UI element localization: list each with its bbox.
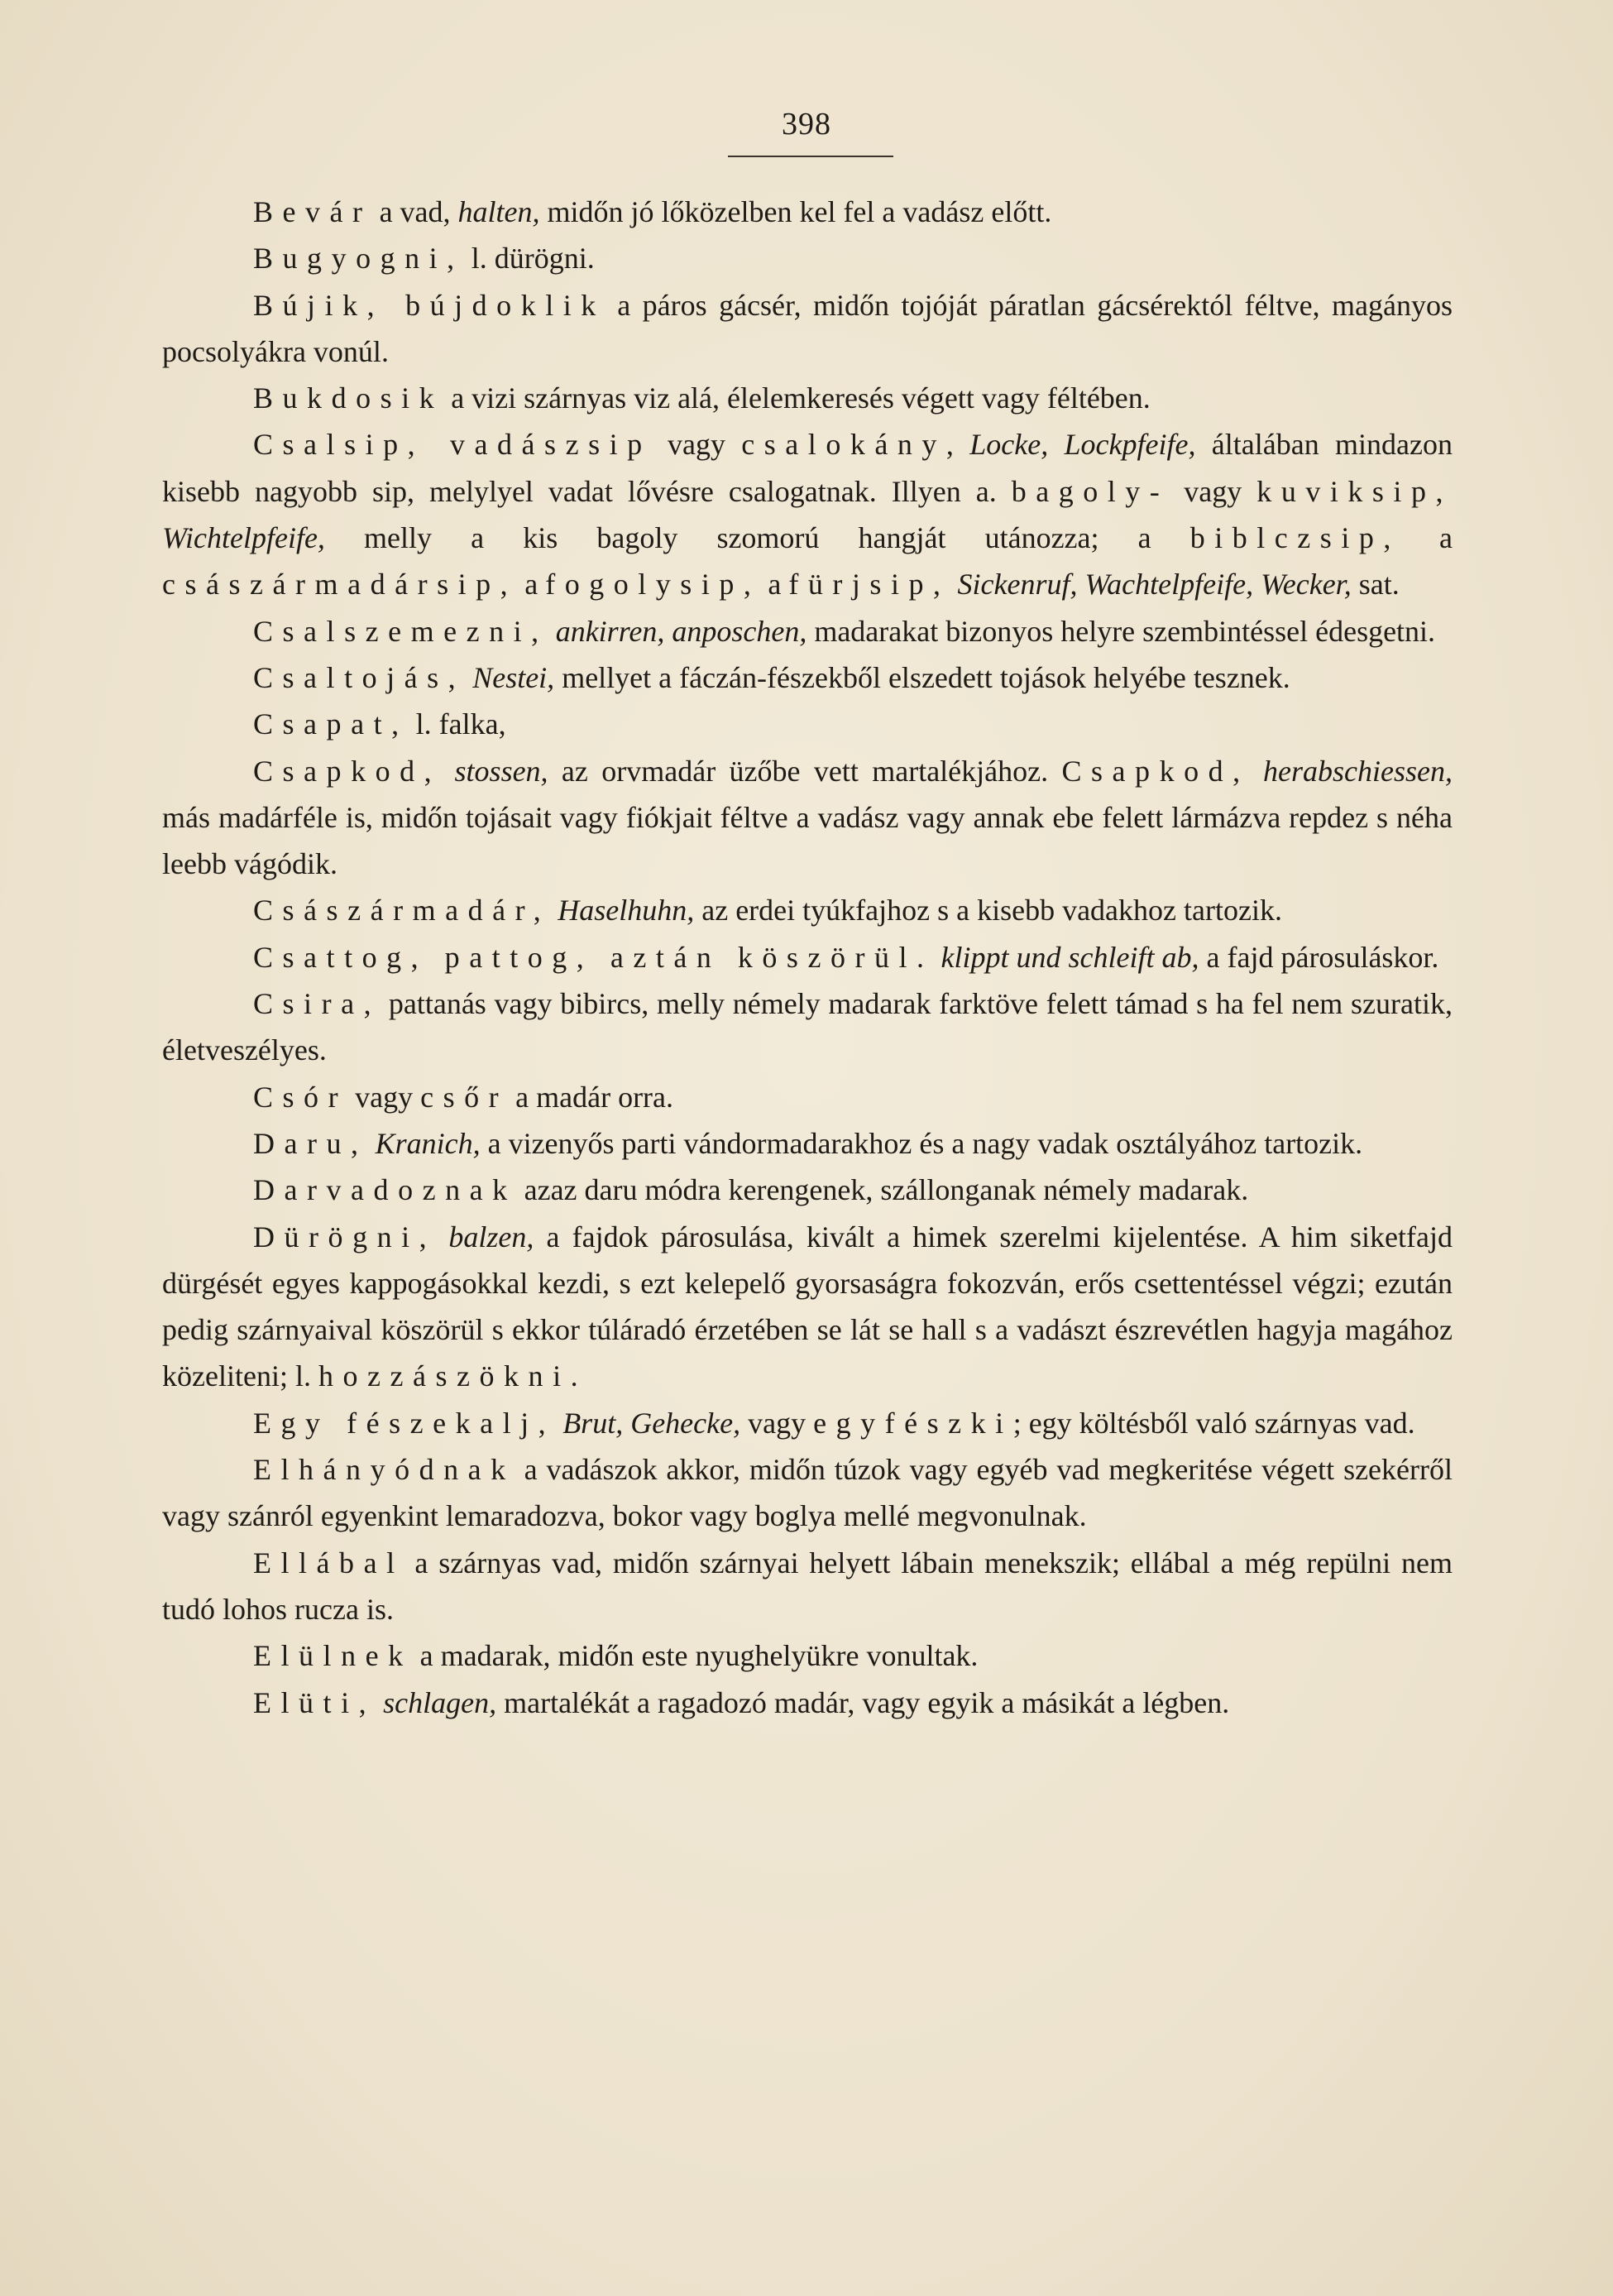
- entry-text: a vad,: [371, 195, 458, 228]
- glossary-text: [162, 189, 1453, 1726]
- glossary-entry: [162, 235, 1453, 281]
- entry-term: Csapkod,: [253, 754, 442, 788]
- entry-text: [376, 1686, 383, 1719]
- glossary-entry: [162, 934, 1453, 980]
- entry-text: [934, 941, 941, 974]
- entry-text: a: [760, 568, 789, 602]
- entry-term: Elhányódnak: [253, 1453, 515, 1487]
- entry-text: azaz daru módra kerengenek, szállonganak némely madarak.: [516, 1173, 1249, 1207]
- german-term: Sickenruf, Wachtelpfeife, Wecker,: [957, 568, 1352, 602]
- glossary-entry: [162, 748, 1453, 888]
- entry-term: Csapat,: [253, 707, 409, 741]
- entry-text: [548, 615, 556, 648]
- entry-text: általában mindazon kisebb nagyobb sip, melylyel vadat lővésre csalogatnak. Illyen a.: [162, 428, 1453, 508]
- glossary-entry: [162, 1540, 1453, 1633]
- glossary-entry: [162, 1167, 1453, 1213]
- entry-text: a fajd párosuláskor.: [1199, 940, 1439, 974]
- glossary-entry: [162, 701, 1453, 747]
- entry-text: melly a kis bagoly szomorú hangját utánozza; a: [324, 521, 1190, 555]
- entry-term: biblczsip,: [1189, 521, 1400, 555]
- entry-text: vagy: [740, 1406, 814, 1440]
- entry-term: Daru,: [253, 1126, 368, 1160]
- entry-text: [465, 661, 472, 694]
- german-term: Haselhuhn,: [558, 894, 695, 928]
- entry-term: Csapkod,: [1061, 754, 1250, 788]
- entry-text: a vizenyős parti vándormadarakhoz és a nagy vadak osztályához tartozik.: [480, 1126, 1363, 1160]
- page-number-rule: [728, 156, 893, 157]
- entry-text: sat.: [1351, 568, 1400, 602]
- glossary-entry: [162, 375, 1453, 421]
- entry-text: [1250, 755, 1263, 788]
- entry-text: ,: [945, 428, 970, 462]
- entry-text: vagy: [347, 1080, 421, 1114]
- entry-term: Dürögni,: [253, 1220, 437, 1253]
- glossary-entry: [162, 654, 1453, 701]
- glossary-entry: [162, 189, 1453, 235]
- entry-text: a vizi szárnyas viz alá, élelemkeresés végett vagy féltében.: [443, 381, 1151, 415]
- entry-text: midőn jó lőközelben kel fel a vadász előtt.: [539, 195, 1052, 228]
- german-term: Kranich,: [375, 1126, 481, 1160]
- entry-text: [550, 894, 558, 927]
- entry-term: Csaltojás,: [253, 660, 466, 694]
- entry-term: kuviksip,: [1256, 474, 1453, 508]
- glossary-entry: [162, 1632, 1453, 1679]
- entry-term: Csalszemezni,: [253, 614, 548, 648]
- glossary-entry: [162, 1680, 1453, 1726]
- entry-term: bagoly-: [1011, 474, 1170, 508]
- entry-text: a szárnyas vad, midőn szárnyai helyett lábain menekszik; ellábal a még repülni nem tudó lohos rucza is.: [162, 1546, 1453, 1626]
- glossary-entry: [162, 1446, 1453, 1540]
- glossary-entry: [162, 1400, 1453, 1446]
- entry-text: [555, 1407, 562, 1440]
- german-term: stossen,: [454, 754, 548, 788]
- entry-term: Császármadár,: [253, 894, 551, 928]
- entry-text: vagy: [651, 428, 742, 462]
- german-term: Nestei,: [472, 660, 555, 694]
- entry-term: Bevár: [253, 195, 372, 228]
- entry-term: fogolysip,: [545, 568, 761, 602]
- glossary-entry: [162, 1120, 1453, 1167]
- entry-text: pattanás vagy bibircs, melly némely madarak farktöve felett támad s ha fel nem szuratik, életveszélyes.: [162, 987, 1453, 1067]
- german-term: halten,: [457, 195, 540, 228]
- entry-text: a vadászok akkor, midőn túzok vagy egyéb vad megkeritése végett szekérről vagy szánról egyenkint lemaradozva, bokor vagy boglya mellé megvonulnak.: [162, 1453, 1453, 1533]
- entry-text: madarakat bizonyos helyre szembintéssel édesgetni.: [806, 614, 1436, 648]
- glossary-entry: [162, 1214, 1453, 1400]
- entry-text: vagy: [1169, 474, 1257, 508]
- entry-term: Bugyogni,: [253, 242, 464, 276]
- entry-text: a: [1400, 521, 1453, 555]
- entry-text: [368, 1127, 376, 1160]
- german-term: herabschiessen,: [1263, 754, 1453, 788]
- entry-term: Csira,: [253, 987, 381, 1021]
- entry-text: ; egy költésből való szárnyas vad.: [1012, 1406, 1415, 1440]
- entry-term: fürjsip,: [788, 568, 950, 602]
- german-term: ankirren, anposchen,: [555, 614, 807, 648]
- entry-text: l. falka,: [408, 707, 506, 741]
- entry-term: csalokány: [741, 428, 946, 462]
- glossary-entry: [162, 421, 1453, 607]
- entry-term: Elülnek: [253, 1639, 413, 1673]
- entry-term: Bukdosik: [253, 381, 444, 415]
- entry-term: Egy fészekalj,: [253, 1406, 556, 1440]
- german-term: schlagen,: [383, 1685, 497, 1719]
- page-number: 398: [782, 107, 831, 141]
- glossary-entry: [162, 887, 1453, 933]
- entry-text: a madár orra.: [508, 1080, 674, 1114]
- entry-text: a páros gácsér, midőn tojóját páratlan gácsérektól féltve, magányos pocsolyákra vonúl.: [162, 288, 1453, 368]
- entry-text: az erdei tyúkfajhoz s a kisebb vadakhoz tartozik.: [694, 894, 1282, 928]
- entry-term: Csattog, pattog, aztán köszörül.: [253, 940, 934, 974]
- entry-text: martalékát a ragadozó madár, vagy egyik a másikát a légben.: [496, 1685, 1230, 1719]
- entry-text: a fajdok párosulása, kivált a himek szerelmi kijelentése. A him siketfajd dürgését egyes kappogásokkal kezdi, s ezt kelepelő gyorsaságra fokozván, erős csettentéssel végzi; ezután pedig szárnyaival köszörül s ekkor túláradó érzetében se lát se hall s a vadászt észrevétlen hagyja magához közeliteni; l.: [162, 1220, 1453, 1393]
- glossary-entry: [162, 1074, 1453, 1120]
- german-term: Locke, Lockpfeife,: [969, 428, 1196, 462]
- entry-text: az orvmadár üzőbe vett martalékjához.: [548, 754, 1062, 788]
- glossary-entry: [162, 608, 1453, 654]
- entry-text: [950, 568, 958, 601]
- german-term: balzen,: [448, 1220, 534, 1253]
- entry-text: a madarak, midőn este nyughelyükre vonultak.: [412, 1639, 979, 1673]
- entry-term: Csór: [253, 1080, 348, 1114]
- german-term: Brut, Gehecke,: [562, 1406, 741, 1440]
- entry-text: más madárféle is, midőn tojásait vagy fiókjait féltve a vadász vagy annak ebe felett lármázva repdez s néha leebb vágódik.: [162, 800, 1453, 881]
- entry-text: a: [517, 568, 546, 602]
- german-term: klippt und schleift ab,: [941, 940, 1199, 974]
- entry-term: Darvadoznak: [253, 1173, 517, 1207]
- glossary-entry: [162, 980, 1453, 1074]
- entry-term: Bújik, bújdoklik: [253, 288, 605, 322]
- entry-text: mellyet a fáczán-fészekből elszedett tojások helyébe tesznek.: [554, 660, 1290, 694]
- entry-text: [436, 1220, 448, 1253]
- entry-term: Elüti,: [253, 1685, 376, 1719]
- entry-term: csőr: [420, 1080, 509, 1114]
- german-term: Wichtelpfeife,: [162, 521, 325, 555]
- entry-term: hozzászökni.: [318, 1359, 588, 1393]
- glossary-entry: [162, 282, 1453, 376]
- entry-term: Ellábal: [253, 1546, 404, 1579]
- entry-text: l. dürögni.: [463, 242, 595, 276]
- entry-term: egyfészki: [813, 1406, 1013, 1440]
- entry-text: [441, 755, 454, 788]
- entry-term: császármadársip,: [162, 568, 518, 602]
- entry-term: Csalsip, vadászsip: [253, 428, 652, 462]
